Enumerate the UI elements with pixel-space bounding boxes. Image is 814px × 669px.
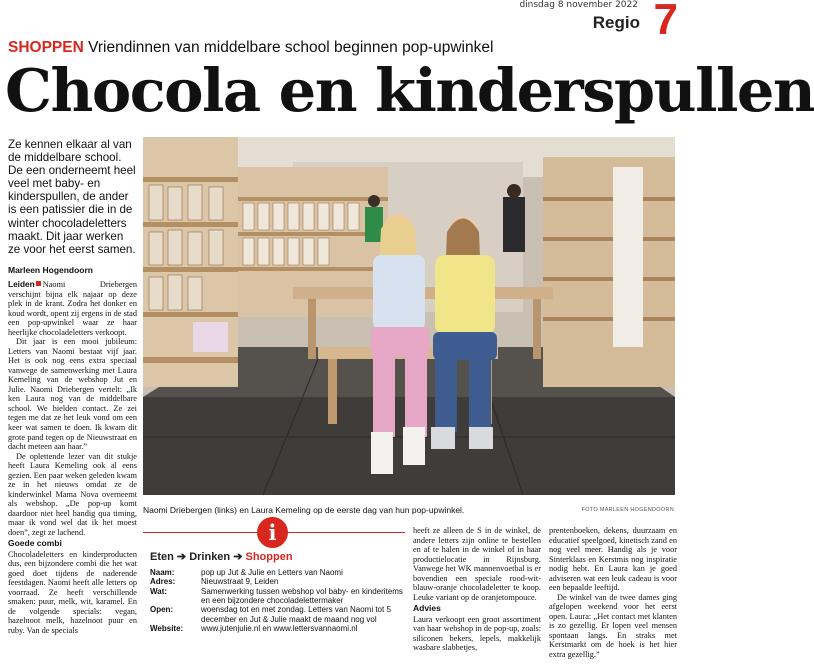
dateline: Leiden — [8, 279, 35, 289]
row-key: Naam: — [150, 568, 175, 577]
headline: Chocola en kinderspullen — [5, 56, 814, 125]
shop-interior-illustration — [143, 137, 675, 495]
infobox-row-adres — [150, 577, 408, 586]
article-column-3 — [413, 526, 541, 653]
category-eten: Eten — [150, 551, 174, 563]
page-number: 7 — [653, 0, 678, 44]
row-key: Website: — [150, 624, 184, 634]
photo-caption: Naomi Driebergen (links) en Laura Kemeling op de eerste dag van hun pop-upwinkel. — [143, 505, 465, 515]
intro-text: Ze kennen elkaar al van de middelbare school. De een onderneemt heel veel met baby- en kinderspullen, de ander is een patissier die in de winter chocoladeletters maakt. Dit jaar werken ze voor het eerst samen. — [8, 138, 136, 256]
paragraph: Dit jaar is een mooi jubileum: Letters van Naomi bestaat vijf jaar. Het is ook nog eens extra speciaal vanwege de samenwerking met Laura Kemeling van de webshop Jut en Julie. Naomi Driebergen vertelt: „Ik ken Laura nog van de middelbare school. We hielden contact. Ze zei tegen me dat ze het leuk vond om een keer wat samen te doen. Ik kwam dit grote pand tegen op de Nieuwstraat en dacht meteen aan haar.” — [8, 337, 137, 452]
paragraph-text: Naomi Driebergen verschijnt bijna elk najaar op deze plek in de krant. Zodra het donker en koud wordt, opent zij ergens in de stad een pop-upwinkel waar ze haar heerlijke chocoladeletters verkoopt. — [8, 280, 137, 337]
info-icon: i — [257, 517, 288, 548]
infobox-row-wat — [150, 587, 408, 606]
infobox-category-line — [150, 552, 293, 563]
paragraph — [8, 280, 137, 337]
paragraph: Chocoladeletters en kinderproducten dus, een bijzondere combi die het wat goed doet tijdens de naderende feestdagen. Naomi heeft alle letters op voorraad. Ze heeft verschillende smaken: puur, melk, wit, karamel. En de volgende specials: vegan, hazelnoot melk, hazelnoot puur en ruby. Van de specials — [8, 549, 137, 635]
subheading: Advies — [413, 603, 441, 614]
article-column-1 — [8, 280, 137, 635]
category-shoppen: Shoppen — [245, 551, 293, 563]
kicker — [8, 40, 493, 56]
row-value: www.jutenjulie.nl en www.lettersvannaomi.nl — [201, 624, 358, 634]
subheading: Goede combi — [8, 538, 62, 549]
paragraph: De oplettende lezer van dit stukje heeft Laura Kemeling ook al eens gezien. Een paar weken geleden kwam ze in het nieuws omdat ze de kinderwinkel Mama Nova overneemt als webshop. „De pop-up komt daardoor niet heel handig qua timing, maar ik vond wel dat ik het moest doen”, zegt ze lachend. — [8, 451, 137, 537]
row-key: Wat: — [150, 586, 168, 596]
byline: Marleen Hogendoorn — [8, 265, 94, 275]
infobox-table — [150, 568, 408, 634]
row-value: Nieuwstraat 9, Leiden — [201, 577, 279, 587]
edition-date: dinsdag 8 november 2022 — [519, 0, 638, 10]
article-photo — [143, 137, 675, 495]
row-value: woensdag tot en met zondag. Letters van Naomi tot 5 december en Jut & Julie maakt de maand nog vol — [201, 605, 391, 624]
infobox-row-open — [150, 605, 408, 624]
paragraph: De winkel van de twee dames ging afgelopen weekend voor het eerst open. Laura: „Het contact met klanten is zo gezellig. Er lopen veel mensen spontaan langs. En straks met Kerstmarkt om de hoek is het hier extra gezellig.” — [549, 592, 677, 659]
paragraph: Laura verkoopt een groot assortiment van haar webshop in de pop-up, zoals: siliconen bekers, lepels, makkelijk wasbare slabbetjes, — [413, 614, 541, 653]
category-drinken: Drinken — [189, 551, 231, 563]
arrow-icon: ➔ — [176, 551, 187, 563]
kicker-text: Vriendinnen van middelbare school beginnen pop-upwinkel — [88, 39, 494, 56]
section-label: Regio — [592, 13, 640, 32]
photo-credit: FOTO MARLEEN HOGENDOORN — [581, 507, 674, 513]
infobox-row-website — [150, 624, 408, 633]
arrow-icon: ➔ — [233, 551, 243, 563]
bullet-square-icon — [36, 281, 41, 286]
article-column-4 — [549, 526, 677, 659]
kicker-label: SHOPPEN — [8, 39, 84, 56]
paragraph: prentenboeken, dekens, duurzaam en educatief speelgoed, kinetisch zand en nog veel meer. Handig als je voor Sinterklaas en Kerstmis nog inspiratie nodig hebt. En Laura kan je goed adviseren wat een leuk cadeau is voor een bepaalde leeftijd. — [549, 526, 677, 593]
row-key: Open: — [150, 605, 174, 615]
row-key: Adres: — [150, 577, 176, 587]
row-value: pop up Jut & Julie en Letters van Naomi — [201, 568, 343, 577]
infobox-row-naam — [150, 568, 408, 577]
row-value: Samenwerking tussen webshop vol baby- en kinderitems en een bijzondere chocoladelettermaker — [201, 586, 403, 606]
paragraph: heeft ze alleen de S in de winkel, de andere letters zijn online te bestellen en af te halen in de winkel of in haar productielocatie in Rijnsburg. Vanwege het WK mannenvoetbal is er bovendien een speciale rood-wit-blauw-oranje chocoladeletter te koop. Leuke variant op de oranjetompouce. — [413, 526, 541, 602]
